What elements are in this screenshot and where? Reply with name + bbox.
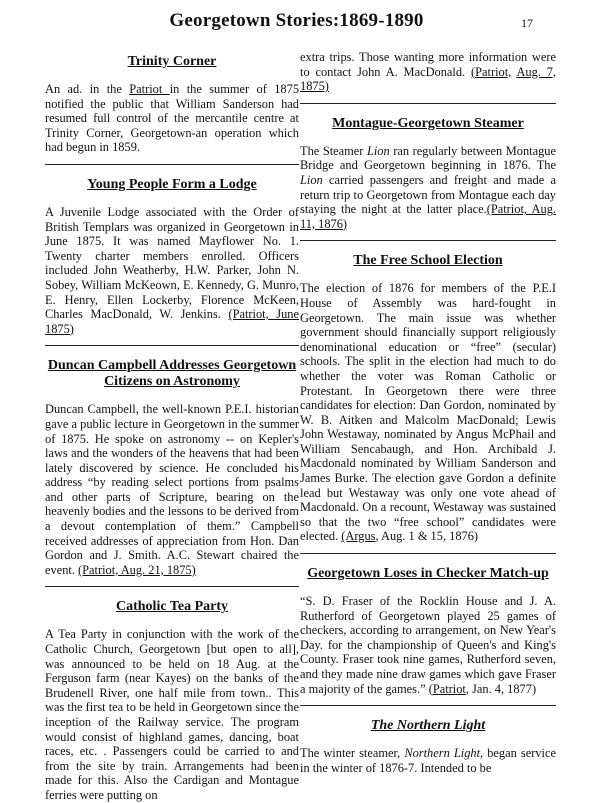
right-column <box>300 42 556 775</box>
page-number: 17 <box>521 16 533 30</box>
section-divider <box>45 164 299 165</box>
ship-name: Lion <box>366 143 390 158</box>
article-catholic-tea-party <box>45 599 299 802</box>
body-text: extra trips. Those wanting more information were to contact John A. MacDonald. <box>300 50 556 79</box>
body-text: , Aug. 1 & 15, 1876) <box>375 529 479 544</box>
article-tea-party-continued <box>300 50 556 94</box>
article-checker-match <box>300 566 556 696</box>
ship-name: Lion <box>300 172 323 187</box>
source-citation: (Patriot, Aug. 21, 1875) <box>78 562 196 577</box>
section-divider <box>45 586 299 587</box>
article-body <box>300 281 556 544</box>
section-divider <box>300 553 556 554</box>
body-text: The Steamer <box>300 143 367 158</box>
article-heading: Montague-Georgetown Steamer <box>332 115 524 131</box>
section-divider <box>45 345 299 346</box>
section-divider <box>300 240 556 241</box>
article-heading: Duncan Campbell Addresses Georgetown Citizens on Astronomy <box>47 358 297 390</box>
body-text: The election of 1876 for members of the P.E.I House of Assembly was hard-fought in Georgetown. The main issue was whether government should financially support religiously denominational education or “free” (secular) schools. The split in the election had much to do whether the voter was Roman Catholic or Protestant. In Georgetown there were three candidates for election: Dan Gordon, nominated by W. B. Aitken and Malcolm MacDonald; Lewis John Westaway, nominated by Angus McPhail and William Sencabaugh, and Hon. Archibald J. Macdonald nominated by William Sanderson and James Burke. The election gave Gordon a definite lead but Westaway was only one vote ahead of Macdonald. On a recount, Westaway was sustained so that the two “free school” candidates were elected. <box>300 281 556 544</box>
section-divider <box>300 705 556 706</box>
article-trinity-corner <box>45 54 299 155</box>
body-text: carried passengers and freight and made a return trip to Georgetown from Montague each day staying the night at the latter place. <box>300 172 556 217</box>
source-citation: (Patriot, Aug. 11, 1876) <box>300 202 556 231</box>
source-citation: Aug. 7, 1875) <box>300 64 557 94</box>
article-body <box>300 144 556 232</box>
article-duncan-campbell <box>45 358 299 577</box>
source-citation: (Patriot <box>428 681 466 696</box>
article-body <box>45 402 299 577</box>
body-text: ran regularly between Montague Bridge and Georgetown beginning in 1876. The <box>300 143 556 173</box>
article-body <box>300 746 556 775</box>
article-heading: The Northern Light <box>370 718 486 734</box>
body-text: The winter steamer, <box>300 746 405 761</box>
body-text: Duncan Campbell, the well-known P.E.I. historian gave a public lecture in Georgetown in the summer of 1875. He spoke on astronomy -- on Kepler's laws and the wonders of the heavens that had been lately discovered by science. He concluded his address “by reading select portions from psalms and other parts of Scripture, bearing on the heavenly bodies and the lessons to be derived from a devout contemplation of them.” Campbell received addresses of appreciation from Hon. Dan Gordon and J. Smith. A.C. Stewart chaired the event. <box>45 402 299 577</box>
section-divider <box>300 103 556 104</box>
article-heading: Catholic Tea Party <box>116 599 228 615</box>
article-body <box>45 205 299 336</box>
page-title: Georgetown Stories:1869-1890 <box>169 10 424 31</box>
source-citation: Patriot <box>129 82 170 96</box>
article-heading: Young People Form a Lodge <box>87 176 257 192</box>
ship-name: Northern Light, <box>404 746 484 761</box>
article-free-school-election <box>300 253 556 544</box>
page-header <box>0 8 593 36</box>
article-montague-steamer <box>300 116 556 232</box>
article-body <box>300 50 556 94</box>
article-northern-light <box>300 718 556 775</box>
article-body <box>45 82 299 155</box>
article-young-people-lodge <box>45 177 299 336</box>
left-column <box>45 42 299 803</box>
article-heading: Georgetown Loses in Checker Match-up <box>307 566 549 582</box>
article-heading: The Free School Election <box>353 253 503 269</box>
article-body <box>300 594 556 696</box>
body-text: An ad. in the <box>45 82 130 96</box>
source-citation: (Patriot, June 1875) <box>45 307 300 336</box>
article-body: A Tea Party in conjunction with the work of the Catholic Church, Georgetown [but open to all], was announced to be held on 18 Aug. at the Ferguson farm (near Kayes) on the banks of the Brudenell River, one half mile from town.. This was the first tea to be held in Georgetown since the inception of the Railway service. The program would consist of highland games, dancing, boat races, etc. . Passengers could be carried to and from the site by train. Arrangements had been made for this. Also the Cardigan and Montague ferries were putting on <box>45 627 299 802</box>
body-text: in the summer of 1875 notified the public that William Sanderson had resumed full control of the mercantile centre at Trinity Corner, Georgetown-an operation which had begun in 1859. <box>45 82 300 155</box>
body-text: began service in the winter of 1876-7. Intended to be <box>300 746 556 775</box>
body-text: , Jan. 4, 1877) <box>465 681 537 696</box>
body-text: “S. D. Fraser of the Rocklin House and J. A. Rutherford of Georgetown played 25 games of checkers, according to arrangement, on New Year's Day. for the championship of Queen's and King's County. Fraser took nine games, Rutherford seven, and they made nine draw games which gave Fraser a majority of the games.” <box>300 594 556 696</box>
source-citation: (Patriot, <box>471 64 512 79</box>
source-citation: (Argus <box>341 529 376 544</box>
article-heading: Trinity Corner <box>127 54 217 69</box>
body-text: A Juvenile Lodge associated with the Order of British Templars was organized in Georgetown in June 1875. It was named Mayflower No. 1. Twenty charter members enrolled. Officers included John Weatherby, H.W. Parker, John N. Sobey, William McKeown, E. Kennedy, G. Munro, E. Henry, Ellen Lockerby, Florence McKeen, Charles MacDonald, W. Jenkins. <box>45 204 299 322</box>
